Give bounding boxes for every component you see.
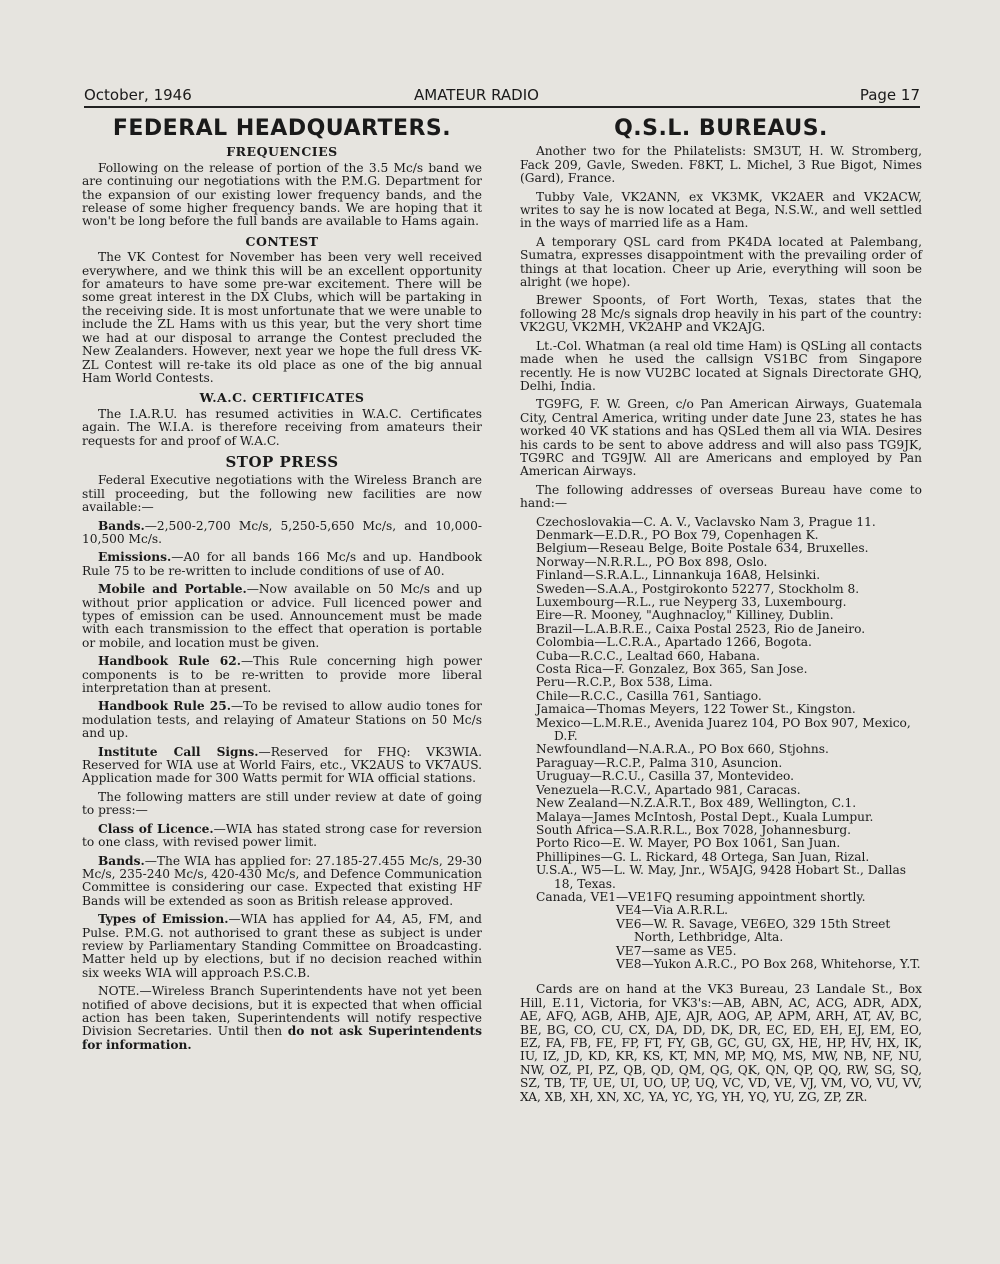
stop-press-item-label: Handbook Rule 62. xyxy=(98,654,241,669)
bureau-address: Norway—N.R.R.L., PO Box 898, Oslo. xyxy=(536,554,768,569)
qsl-paragraph: Brewer Spoonts, of Fort Worth, Texas, states that the following 28 Mc/s signals drop heavily in his part of the country: VK2GU, VK2MH, VK2AHP and VK2AJG. xyxy=(520,293,922,335)
federal-hq-title: FEDERAL HEADQUARTERS. xyxy=(112,116,452,141)
stop-press-item-text: —A0 for all bands 166 Mc/s and up. Handbook Rule 75 to be re-written to include conditions of use of A0. xyxy=(82,550,482,578)
header-date: October, 1946 xyxy=(84,86,192,104)
bureau-address: Belgium—Reseau Belge, Boite Postale 634, Bruxelles. xyxy=(536,541,869,556)
stop-press-heading: STOP PRESS xyxy=(225,452,339,471)
stop-press-item-text: —To be revised to allow audio tones for modulation tests, and relaying of Amateur Stations on 50 Mc/s and up. xyxy=(82,699,482,741)
contest-text: The VK Contest for November has been very well received everywhere, and we think this will be an excellent opportunity for amateurs to have some pre-war excitement. There will be some great interest in the DX Clubs, which will be partaking in the receiving side. It is most unfortunate that we were unable to include the ZL Hams with us this year, but the very short time we had at our disposal to arrange the Contest precluded the New Zealanders. However, next year we hope the full dress VK-ZL Contest will re-take its old place as one of the big annual Ham World Contests. xyxy=(82,250,482,385)
review-item xyxy=(82,823,482,850)
header-publication: AMATEUR RADIO xyxy=(414,86,539,104)
left-column xyxy=(82,116,483,1057)
stop-press-item-label: Handbook Rule 25. xyxy=(98,699,231,714)
review-item-text: —WIA has applied for A4, A5, FM, and Pulse. P.M.G. not authorised to grant these as subject is under review by Parliamentary Standing Committee on Broadcasting. Matter held up by elections, but if no decision reached within six weeks WIA will approach P.S.C.B. xyxy=(82,912,482,980)
stop-press-intro: Federal Executive negotiations with the Wireless Branch are still proceeding, but the following new facilities are now available:— xyxy=(82,473,482,515)
review-item-label: Class of Licence. xyxy=(98,821,214,836)
canada-bureau-address: VE6—W. R. Savage, VE6EO, 329 15th Street North, Lethbridge, Alta. xyxy=(616,916,891,945)
review-intro: The following matters are still under review at date of going to press:— xyxy=(82,789,482,818)
bureau-address: Czechoslovakia—C. A. V., Vaclavsko Nam 3, Prague 11. xyxy=(536,514,876,529)
stop-press-item xyxy=(82,583,482,650)
bureau-address: Phillipines—G. L. Rickard, 48 Ortega, San Juan, Rizal. xyxy=(536,849,870,864)
stop-press-item-label: Bands. xyxy=(98,518,145,533)
review-item-label: Bands. xyxy=(98,853,145,868)
contest-heading: CONTEST xyxy=(245,233,319,249)
canada-bureau-address: VE8—Yukon A.R.C., PO Box 268, Whitehorse, Y.T. xyxy=(616,956,921,971)
bureau-address: Denmark—E.D.R., PO Box 79, Copenhagen K. xyxy=(536,527,819,542)
stop-press-item xyxy=(82,655,482,695)
stop-press-item-text: —2,500-2,700 Mc/s, 5,250-5,650 Mc/s, and 10,000-10,500 Mc/s. xyxy=(82,518,482,546)
review-items xyxy=(82,823,482,980)
stop-press-item-label: Emissions. xyxy=(98,550,172,565)
review-item-text: —WIA has stated strong case for reversion to one class, with revised power limit. xyxy=(82,821,482,850)
cards-paragraph: Cards are on hand at the VK3 Bureau, 23 Landale St., Box Hill, E.11, Victoria, for VK3's:—AB, ABN, AC, ACG, ADR, ADX, AE, AFQ, AGB, AHB, AJE, AJR, AOG, AP, APM, ARH, AT, AV, BC, BE, BG, CO, CU, CX, DA, DD, DK, DR, EC, ED, EH, EJ, EM, EO, EZ, FA, FB, FE, FP, FT, FY, GB, GC, GU, GX, HE, HP, HV, HX, IK, IU, IZ, JD, KD, KR, KS, KT, MN, MP, MQ, MS, MW, NB, NF, NU, NW, OZ, PI, PZ, QB, QD, QM, QG, QK, QN, QP, QQ, RW, SG, SQ, SZ, TB, TF, UE, UI, UO, UP, UQ, VC, VD, VE, VJ, VM, VO, VU, VV, XA, XB, XH, XN, XC, YA, YC, YG, YH, YQ, YU, ZG, ZP, ZR. xyxy=(520,982,922,1104)
canada-bureau-address: VE4—Via A.R.R.L. xyxy=(616,903,729,918)
stop-press-item-text: —This Rule concerning high power components is to be re-written to provide more liberal interpretation than at present. xyxy=(82,654,482,696)
bureau-address: Venezuela—R.C.V., Apartado 981, Caracas. xyxy=(536,782,801,797)
page-header xyxy=(84,86,920,106)
bureau-address: Uruguay—R.C.U., Casilla 37, Montevideo. xyxy=(536,769,795,784)
review-item-label: Types of Emission. xyxy=(98,912,229,927)
stop-press-item-text: —Reserved for FHQ: VK3WIA. Reserved for WIA use at World Fairs, etc., VK2AUS to VK7AUS. Application made for 300 Watts permit for WIA official stations. xyxy=(82,744,482,786)
bureau-address: New Zealand—N.Z.A.R.T., Box 489, Wellington, C.1. xyxy=(536,796,857,811)
stop-press-item xyxy=(82,520,482,547)
bureau-address-list xyxy=(520,516,922,972)
bureau-address: Porto Rico—E. W. Mayer, PO Box 1061, San Juan. xyxy=(536,836,841,851)
stop-press-items xyxy=(82,520,482,786)
bureau-address: Costa Rica—F. Gonzalez, Box 365, San Jose. xyxy=(536,662,808,677)
stop-press-item xyxy=(82,700,482,740)
review-item xyxy=(82,913,482,980)
bureau-address: Colombia—L.C.R.A., Apartado 1266, Bogota. xyxy=(536,635,812,650)
bureau-address: Mexico—L.M.R.E., Avenida Juarez 104, PO Box 907, Mexico, D.F. xyxy=(536,715,911,744)
note-text: NOTE.—Wireless Branch Superintendents have not yet been notified of above decisions, but it is expected that when official action has been taken, Superintendents will notify respective Division Secretaries. Until then xyxy=(82,984,482,1039)
qsl-paragraph: Another two for the Philatelists: SM3UT, H. W. Stromberg, Fack 209, Gavle, Sweden. F8KT, L. Michel, 3 Rue Bigot, Nimes (Gard), France. xyxy=(520,144,922,186)
bureau-address: South Africa—S.A.R.R.L., Box 7028, Johannesburg. xyxy=(536,822,851,837)
header-page-number: Page 17 xyxy=(859,86,920,104)
qsl-paragraph: Tubby Vale, VK2ANN, ex VK3MK, VK2AER and VK2ACW, writes to say he is now located at Bega, N.S.W., and well settled in the ways of married life as a Ham. xyxy=(520,189,922,231)
stop-press-item-text: —Now available on 50 Mc/s and up without prior application or advice. Full licenced power and types of emission can be used. Announcement must be made with each transmission to the effect that operation is portable or mobile, and location must be given. xyxy=(82,582,483,650)
bureau-address: Peru—R.C.P., Box 538, Lima. xyxy=(536,675,713,690)
bureau-address: Chile—R.C.C., Casilla 761, Santiago. xyxy=(536,688,762,703)
bureau-address: U.S.A., W5—L. W. May, Jnr., W5AJG, 9428 Hobart St., Dallas 18, Texas. xyxy=(536,863,907,891)
frequencies-heading: FREQUENCIES xyxy=(226,144,338,160)
frequencies-text: Following on the release of portion of the 3.5 Mc/s band we are continuing our negotiations with the P.M.G. Department for the expansion of our existing lower frequency bands, and the release of some higher frequency bands. We are hoping that it won't be long before the full bands are available to Hams again. xyxy=(82,160,482,229)
bureau-address: Jamaica—Thomas Meyers, 122 Tower St., Kingston. xyxy=(536,702,856,717)
wac-heading: W.A.C. CERTIFICATES xyxy=(199,390,365,406)
qsl-paragraph: The following addresses of overseas Bureau have come to hand:— xyxy=(520,482,922,511)
review-item-text: —The WIA has applied for: 27.185-27.455 Mc/s, 29-30 Mc/s, 235-240 Mc/s, 420-430 Mc/s, and Defence Communication Committee is considering our case. Expected that existing HF Bands will be extended as soon as British release approved. xyxy=(82,853,482,908)
wac-text: The I.A.R.U. has resumed activities in W.A.C. Certificates again. The W.I.A. is therefore receiving from amateurs their requests for and proof of W.A.C. xyxy=(82,406,482,448)
stop-press-item-label: Mobile and Portable. xyxy=(98,582,247,597)
note-bold: do not ask Superintendents for information. xyxy=(82,1024,482,1052)
bureau-address: Newfoundland—N.A.R.A., PO Box 660, Stjohns. xyxy=(536,742,829,757)
qsl-bureaus-title: Q.S.L. BUREAUS. xyxy=(614,116,828,141)
bureau-address: Paraguay—R.C.P., Palma 310, Asuncion. xyxy=(536,755,783,770)
bureau-address: Luxembourg—R.L., rue Neyperg 33, Luxembourg. xyxy=(536,595,847,609)
qsl-paragraph: Lt.-Col. Whatman (a real old time Ham) is QSLing all contacts made when he used the callsign VS1BC from Singapore recently. He is now VU2BC located at Signals Directorate GHQ, Delhi, India. xyxy=(520,338,922,393)
bureau-address: Finland—S.R.A.L., Linnankuja 16A8, Helsinki. xyxy=(536,568,821,583)
stop-press-item xyxy=(82,551,482,578)
stop-press-item xyxy=(82,746,482,786)
bureau-address: Sweden—S.A.A., Postgirokonto 52277, Stockholm 8. xyxy=(536,581,860,596)
canada-bureau-address: VE7—same as VE5. xyxy=(616,943,737,958)
bureau-address: Eire—R. Mooney, "Aughnacloy," Killiney, Dublin. xyxy=(536,608,834,623)
bureau-address: Malaya—James McIntosh, Postal Dept., Kuala Lumpur. xyxy=(536,809,874,824)
stop-press-item-label: Institute Call Signs. xyxy=(98,744,259,759)
header-rule xyxy=(84,106,920,108)
review-item xyxy=(82,855,482,909)
qsl-paragraph: A temporary QSL card from PK4DA located at Palembang, Sumatra, expresses disappointment with the prevailing order of things at that location. Cheer up Arie, everything will soon be alright (we hope). xyxy=(520,234,922,290)
qsl-paragraphs xyxy=(520,145,922,510)
bureau-address: Cuba—R.C.C., Lealtad 660, Habana. xyxy=(536,648,761,663)
qsl-paragraph: TG9FG, F. W. Green, c/o Pan American Airways, Guatemala City, Central America, writing under date June 23, states he has worked 40 VK stations and has QSLed them all via WIA. Desires his cards to be sent to above address and will also pass TG9JK, TG9RC and TG9JW. All are Americans and employed by Pan American Airways. xyxy=(520,397,922,479)
note-paragraph xyxy=(82,985,482,1052)
bureau-address: Brazil—L.A.B.R.E., Caixa Postal 2523, Rio de Janeiro. xyxy=(536,621,866,636)
right-column xyxy=(520,116,922,1109)
bureau-address: Canada, VE1—VE1FQ resuming appointment shortly. xyxy=(536,889,866,904)
